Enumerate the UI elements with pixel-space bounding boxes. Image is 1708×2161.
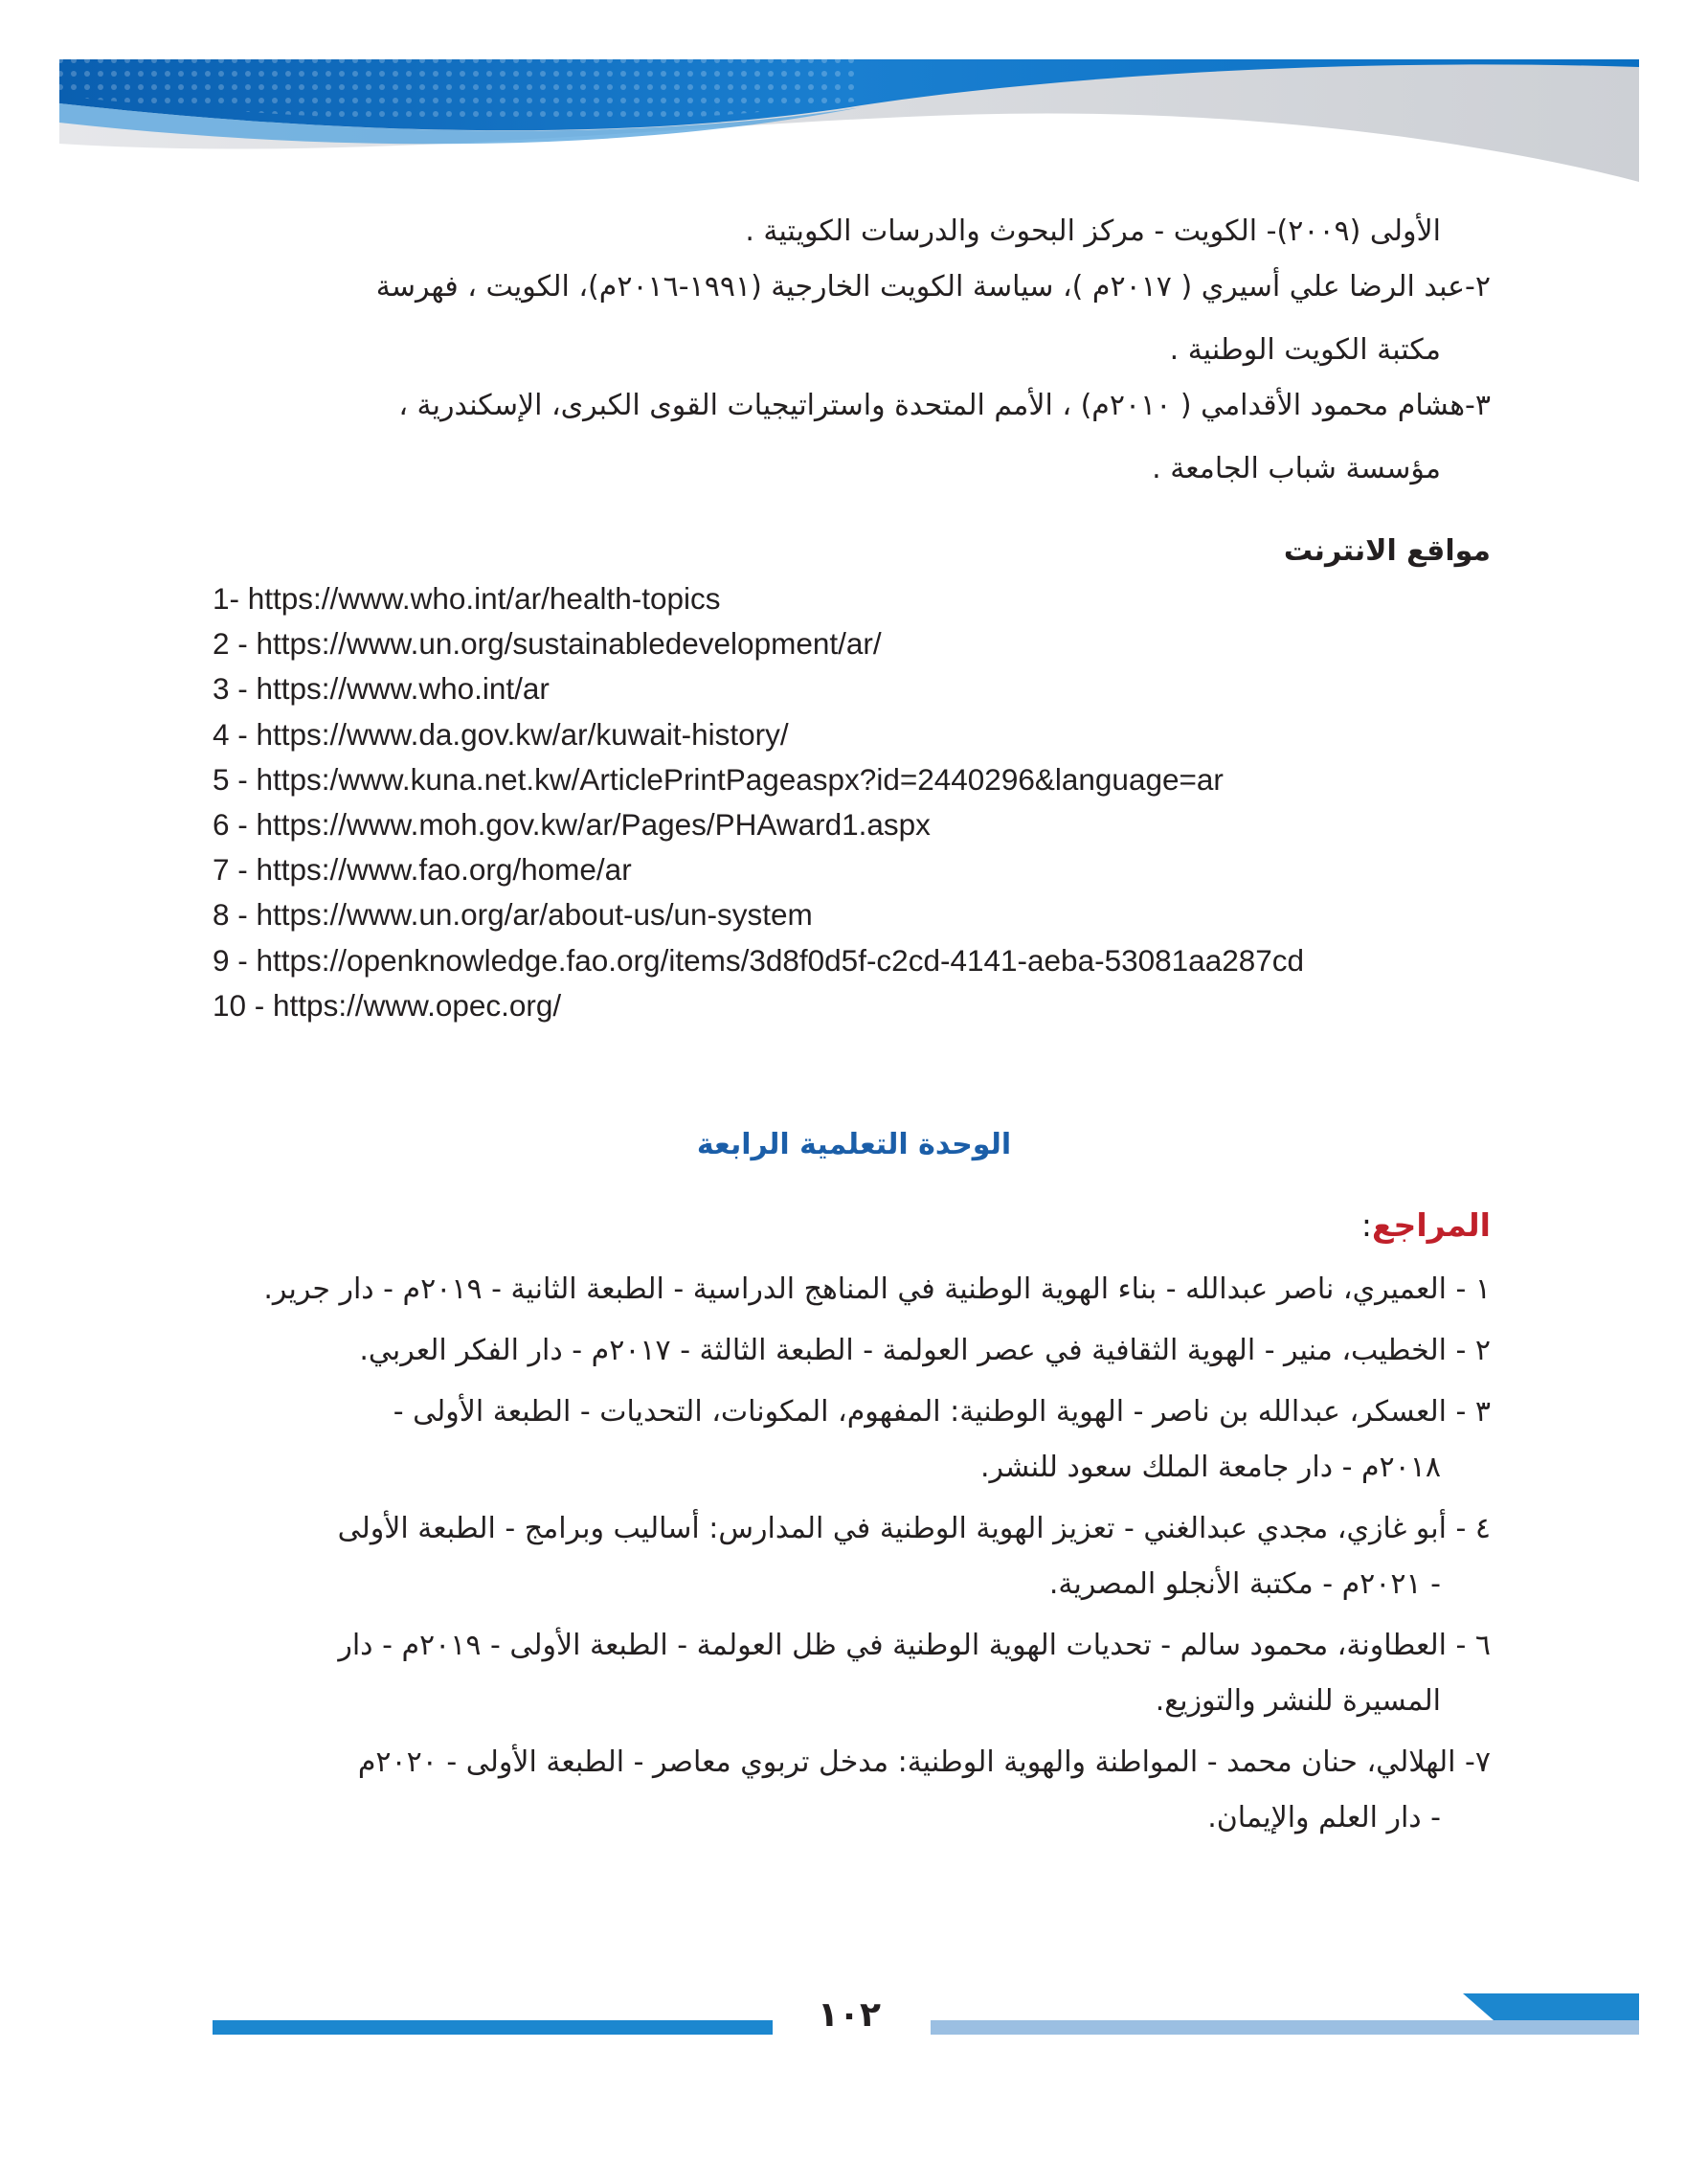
reference-continuation: مكتبة الكويت الوطنية .: [1169, 333, 1441, 367]
references-heading: [1361, 1206, 1491, 1244]
reference-item: ٧- الهلالي، حنان محمد - المواطنة والهوية الوطنية: مدخل تربوي معاصر - الطبعة الأولى - ٢٠٢٠م: [357, 1745, 1491, 1779]
footer-left-bar: [213, 2020, 773, 2035]
website-link[interactable]: 7 - https://www.fao.org/home/ar: [213, 852, 632, 888]
website-link[interactable]: 1- https://www.who.int/ar/health-topics: [213, 581, 721, 616]
internet-sites-heading: مواقع الانترنت: [1283, 534, 1491, 568]
footer-right-tab: [1463, 1993, 1639, 2020]
intro-references: [198, 204, 1491, 497]
website-link[interactable]: 4 - https://www.da.gov.kw/ar/kuwait-history/: [213, 716, 789, 752]
reference-continuation: - ٢٠٢١م - مكتبة الأنجلو المصرية.: [1048, 1567, 1441, 1601]
website-link[interactable]: 6 - https://www.moh.gov.kw/ar/Pages/PHAward1.aspx: [213, 807, 931, 843]
footer-right-bar: [931, 2020, 1639, 2035]
reference-continuation: - دار العلم والإيمان.: [1207, 1801, 1441, 1835]
website-link[interactable]: 5 - https:/www.kuna.net.kw/ArticlePrintPageaspx?id=2440296&language=ar: [213, 761, 1224, 797]
reference-item: ٣ - العسكر، عبدالله بن ناصر - الهوية الوطنية: المفهوم، المكونات، التحديات - الطبعة الأولى -: [393, 1395, 1491, 1429]
reference-continuation: ٢٠١٨م - دار جامعة الملك سعود للنشر.: [979, 1451, 1441, 1484]
reference-item: ١ - العميري، ناصر عبدالله - بناء الهوية الوطنية في المناهج الدراسية - الطبعة الثانية - ٢٠١٩م - دار جرير.: [263, 1272, 1491, 1306]
reference-line: ٣-هشام محمود الأقدامي ( ٢٠١٠م) ، الأمم المتحدة واستراتيجيات القوى الكبرى، الإسكندرية ،: [398, 389, 1491, 422]
reference-line: ٢-عبد الرضا علي أسيري ( ٢٠١٧م )، سياسة الكويت الخارجية (١٩٩١-٢٠١٦م)، الكويت ، فهرسة: [375, 270, 1491, 304]
reference-item: ٢ - الخطيب، منير - الهوية الثقافية في عصر العولمة - الطبعة الثالثة - ٢٠١٧م - دار الفكر العربي.: [359, 1334, 1491, 1367]
reference-continuation: المسيرة للنشر والتوزيع.: [1155, 1684, 1441, 1718]
websites-list: [213, 576, 1505, 1028]
reference-continuation: مؤسسة شباب الجامعة .: [1152, 452, 1441, 485]
reference-item: [198, 378, 1491, 434]
website-link[interactable]: 10 - https://www.opec.org/: [213, 987, 562, 1023]
website-link[interactable]: 3 - https://www.who.int/ar: [213, 671, 550, 707]
reference-item: [198, 259, 1491, 315]
reference-item: ٤ - أبو غازي، مجدي عبدالغني - تعزيز الهوية الوطنية في المدارس: أساليب وبرامج - الطبعة الأولى: [337, 1512, 1491, 1545]
unit4-references: [198, 1262, 1491, 1846]
header-wave-decoration: [0, 0, 1708, 191]
references-heading-colon: :: [1360, 1206, 1372, 1244]
reference-item: ٦ - العطاونة، محمود سالم - تحديات الهوية الوطنية في ظل العولمة - الطبعة الأولى - ٢٠١٩م - دار: [338, 1629, 1491, 1662]
reference-item: الأولى (٢٠٠٩)- الكويت - مركز البحوث والدرسات الكويتية .: [745, 214, 1441, 248]
website-link[interactable]: 8 - https://www.un.org/ar/about-us/un-system: [213, 897, 813, 933]
page-number: ١٠٢: [818, 1995, 881, 2035]
website-link[interactable]: 2 - https://www.un.org/sustainabledevelopment/ar/: [213, 626, 882, 662]
references-heading-text: المراجع: [1372, 1206, 1491, 1244]
unit-title: الوحدة التعلمية الرابعة: [696, 1128, 1012, 1161]
website-link[interactable]: 9 - https://openknowledge.fao.org/items/3d8f0d5f-c2cd-4141-aeba-53081aa287cd: [213, 942, 1305, 978]
